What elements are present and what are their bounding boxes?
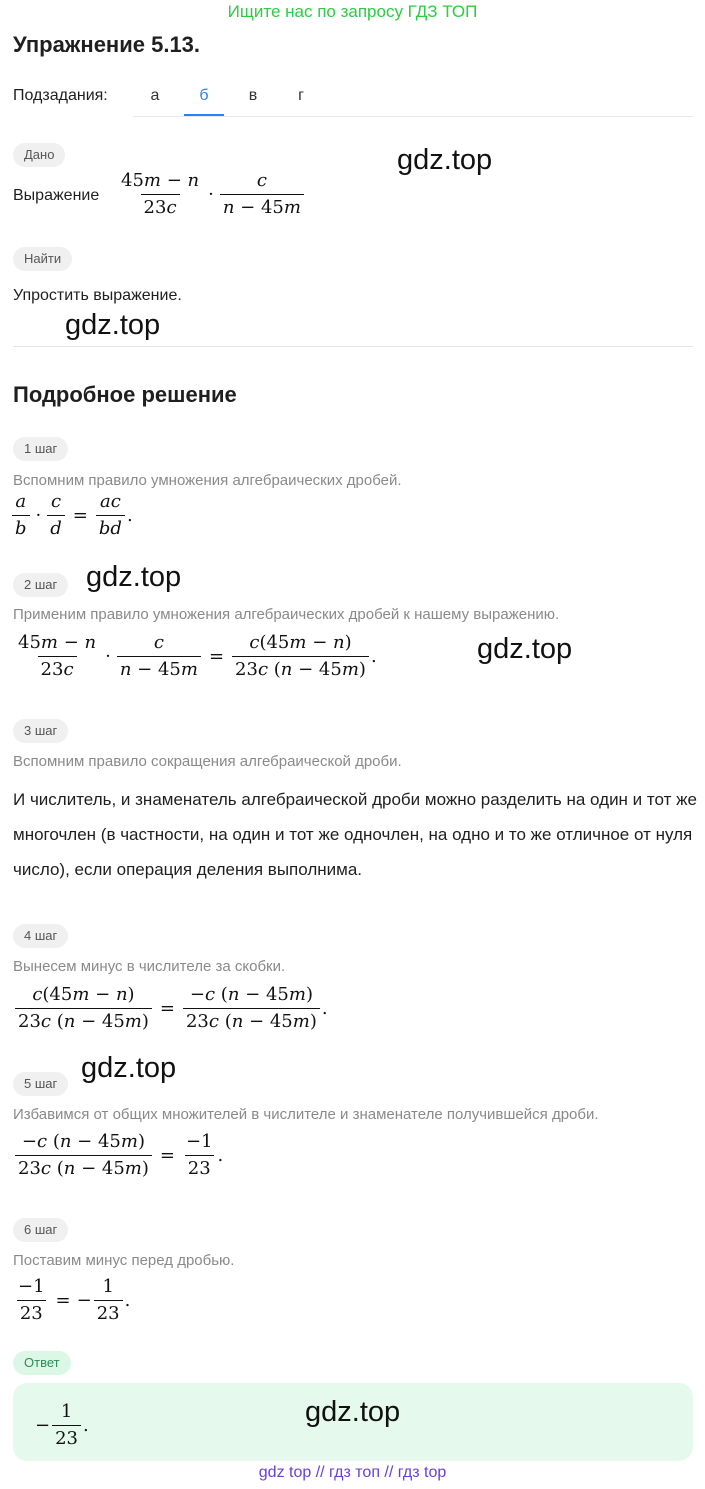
subtasks-tabs xyxy=(133,76,693,117)
step-formula: $\frac{-1}{23}$ = − $\frac{1}{23}$ . xyxy=(18,1276,131,1324)
watermark: gdz.top xyxy=(65,309,161,341)
tab-a[interactable]: а xyxy=(150,87,160,104)
step-hint: Применим правило умножения алгебраических дробей к нашему выражению. xyxy=(13,606,560,623)
footer-links[interactable]: gdz top // гдз топ // гдз top xyxy=(258,1464,447,1481)
answer-badge: Ответ xyxy=(13,1351,71,1375)
step-badge: 4 шаг xyxy=(13,924,68,948)
step-formula: $\frac{45m - n}{23c}$ · $\frac{c}{n - 45m}$ = $\frac{c(45m - n)}{23c (n - 45m)}$ . xyxy=(18,632,377,680)
watermark: gdz.top xyxy=(397,144,493,176)
step-hint: Вспомним правило умножения алгебраических дробей. xyxy=(13,472,402,489)
watermark: gdz.top xyxy=(81,1052,177,1084)
step-badge: 1 шаг xyxy=(13,437,68,461)
step-badge: 3 шаг xyxy=(13,719,68,743)
tab-b[interactable]: б xyxy=(184,76,224,116)
step-badge: 6 шаг xyxy=(13,1218,68,1242)
step-formula: $\frac{c(45m - n)}{23c (n - 45m)}$ = $\frac{-c (n - 45m)}{23c (n - 45m)}$ . xyxy=(13,984,328,1033)
step-badge: 2 шаг xyxy=(13,573,68,597)
step-hint: Вспомним правило сокращения алгебраической дроби. xyxy=(13,753,402,770)
step-formula: $\frac{-c (n - 45m)}{23c (n - 45m)}$ = $\frac{-1}{23}$ . xyxy=(13,1131,223,1180)
step-badge: 5 шаг xyxy=(13,1072,68,1096)
solution-title: Подробное решение xyxy=(13,382,237,407)
given-badge: Дано xyxy=(13,143,65,167)
step-hint: Избавимся от общих множителей в числителе и знаменателе получившейся дроби. xyxy=(13,1106,599,1123)
watermark: gdz.top xyxy=(305,1396,401,1428)
answer-value: − $\frac{1}{23}$ . xyxy=(35,1401,89,1449)
given-prefix: Выражение xyxy=(13,187,100,204)
find-badge: Найти xyxy=(13,247,72,271)
watermark: gdz.top xyxy=(477,633,573,665)
tab-g[interactable]: г xyxy=(298,87,304,104)
step-formula: $\frac{a}{b}$ · $\frac{c}{d}$ = $\frac{ac}{bd}$ . xyxy=(10,491,133,540)
watermark: gdz.top xyxy=(86,561,182,593)
search-banner: Ищите нас по запросу ГДЗ ТОП xyxy=(227,2,478,21)
tab-v[interactable]: в xyxy=(248,87,258,104)
find-text: Упростить выражение. xyxy=(13,287,182,304)
step-hint: Поставим минус перед дробью. xyxy=(13,1252,235,1269)
divider xyxy=(13,346,693,347)
step-hint: Вынесем минус в числителе за скобки. xyxy=(13,958,286,975)
step-text: И числитель, и знаменатель алгебраической дроби можно разделить на один и тот же многочлен (в частности, на один и тот же одночлен, на одно и то же отличное от нуля число), если операция деления выполнима. xyxy=(13,790,697,879)
given-expression: $\frac{45m - n}{23c}$ · $\frac{c}{n - 45m}$ xyxy=(116,170,306,219)
subtasks-label: Подзадания: xyxy=(13,87,108,104)
page-title: Упражнение 5.13. xyxy=(13,32,201,57)
